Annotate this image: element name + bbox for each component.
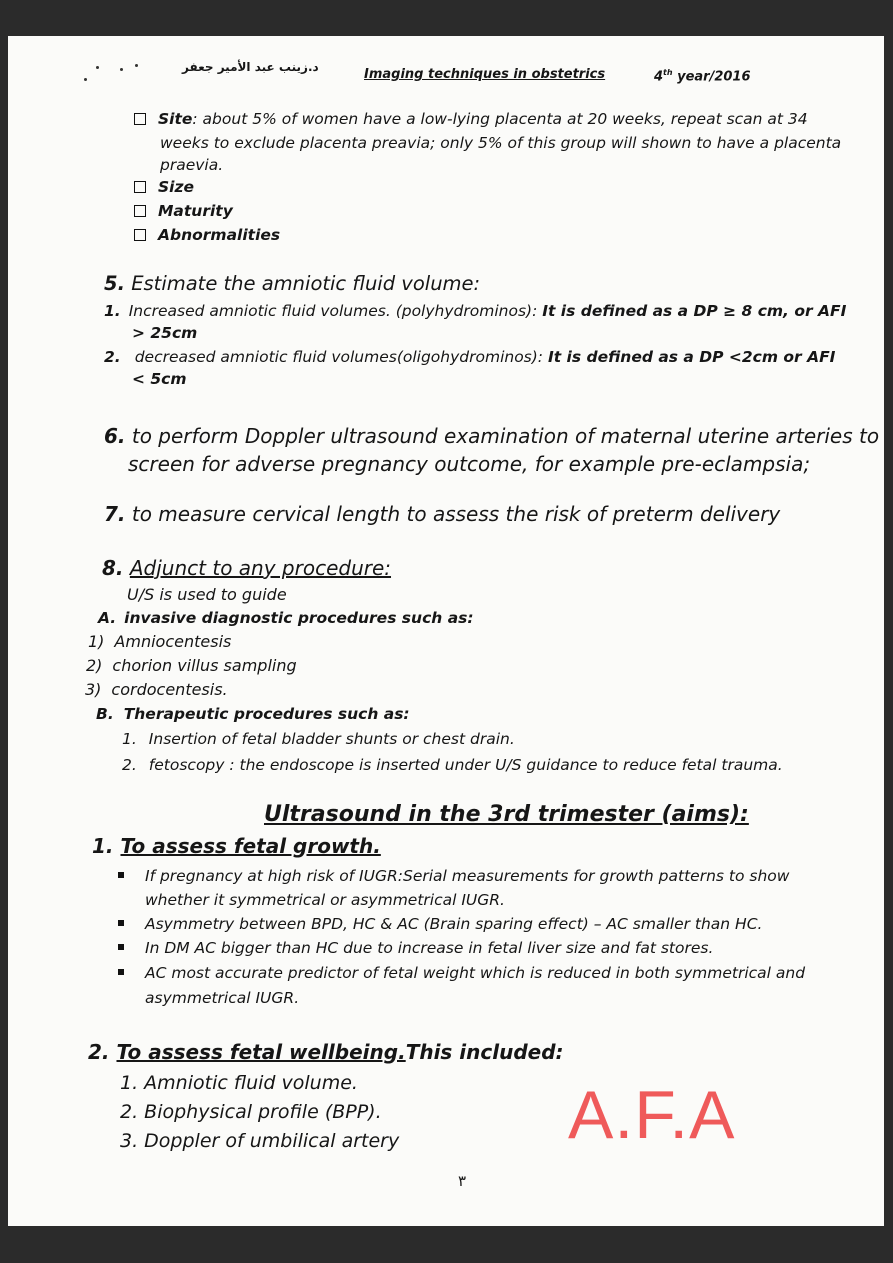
section5-heading: 5. Estimate the amniotic fluid volume: <box>104 272 481 295</box>
scan-speck <box>96 66 99 69</box>
placenta-site-item: Site: about 5% of women have a low-lying placenta at 20 weeks, repeat scan at 34 <box>134 110 808 128</box>
aim1-heading: 1. To assess fetal growth. <box>92 834 381 858</box>
list-item: 2. fetoscopy : the endoscope is inserted under U/S guidance to reduce fetal trauma. <box>122 756 783 774</box>
section5-item1: 1. Increased amniotic fluid volumes. (polyhydrominos): It is defined as a DP ≥ 8 cm, or AFI <box>104 302 847 320</box>
section5-item2: 2. decreased amniotic fluid volumes(oligohydrominos): It is defined as a DP <2cm or AFI <box>104 348 836 366</box>
placenta-maturity-item: Maturity <box>134 202 233 220</box>
bullet-icon <box>118 920 124 926</box>
section5-item1-line2: > 25cm <box>132 324 198 342</box>
list-item-continued: whether it symmetrical or asymmetrical IUGR. <box>145 891 505 909</box>
placenta-site-line2: weeks to exclude placenta preavia; only 5% of this group will shown to have a placenta <box>160 134 842 152</box>
list-item: Asymmetry between BPD, HC & AC (Brain sparing effect) – AC smaller than HC. <box>118 915 762 933</box>
list-item: 3) cordocentesis. <box>85 680 228 699</box>
section6-line2: screen for adverse pregnancy outcome, for example pre-eclampsia; <box>128 452 811 476</box>
aim2-heading: 2. To assess fetal wellbeing.This included: <box>88 1040 564 1064</box>
list-item: If pregnancy at high risk of IUGR:Serial measurements for growth patterns to show <box>118 867 789 885</box>
list-item: 3. Doppler of umbilical artery <box>120 1130 400 1152</box>
section8-heading: 8. Adjunct to any procedure: <box>102 556 392 580</box>
checkbox-icon <box>134 181 146 193</box>
watermark-stamp: A.F.A <box>568 1077 736 1153</box>
list-item: 2) chorion villus sampling <box>86 656 297 675</box>
section8-a-heading: A. invasive diagnostic procedures such as: <box>98 609 474 627</box>
placenta-site-line3: praevia. <box>160 156 224 174</box>
third-trimester-heading: Ultrasound in the 3rd trimester (aims): <box>264 802 749 827</box>
list-item: 2. Biophysical profile (BPP). <box>120 1101 382 1123</box>
bullet-icon <box>118 872 124 878</box>
list-item: 1. Insertion of fetal bladder shunts or chest drain. <box>122 730 515 748</box>
placenta-abnormalities-item: Abnormalities <box>134 226 280 244</box>
scan-speck <box>84 78 87 81</box>
section7-text: 7. to measure cervical length to assess the risk of preterm delivery <box>104 502 781 526</box>
list-item: In DM AC bigger than HC due to increase in fetal liver size and fat stores. <box>118 939 713 957</box>
page-number: ٣ <box>458 1172 467 1190</box>
list-item-continued: asymmetrical IUGR. <box>145 989 300 1007</box>
document-page <box>8 36 884 1226</box>
list-item: 1. Amniotic fluid volume. <box>120 1072 358 1094</box>
list-item: AC most accurate predictor of fetal weight which is reduced in both symmetrical and <box>118 964 805 982</box>
academic-year: 4th year/2016 <box>654 68 751 85</box>
course-title: Imaging techniques in obstetrics <box>364 67 606 82</box>
bullet-icon <box>118 969 124 975</box>
section8-b-heading: B. Therapeutic procedures such as: <box>96 705 410 723</box>
section8-subtitle: U/S is used to guide <box>127 585 287 604</box>
bullet-icon <box>118 944 124 950</box>
section5-item2-line2: < 5cm <box>132 370 187 388</box>
placenta-size-item: Size <box>134 178 194 196</box>
checkbox-icon <box>134 113 146 125</box>
scan-speck <box>135 64 138 67</box>
list-item: 1) Amniocentesis <box>88 632 232 651</box>
checkbox-icon <box>134 205 146 217</box>
checkbox-icon <box>134 229 146 241</box>
scan-speck <box>120 68 123 71</box>
section6-line1: 6. to perform Doppler ultrasound examination of maternal uterine arteries to <box>104 424 880 448</box>
author-name: د.زينب عبد الأمير جعفر <box>182 60 319 74</box>
